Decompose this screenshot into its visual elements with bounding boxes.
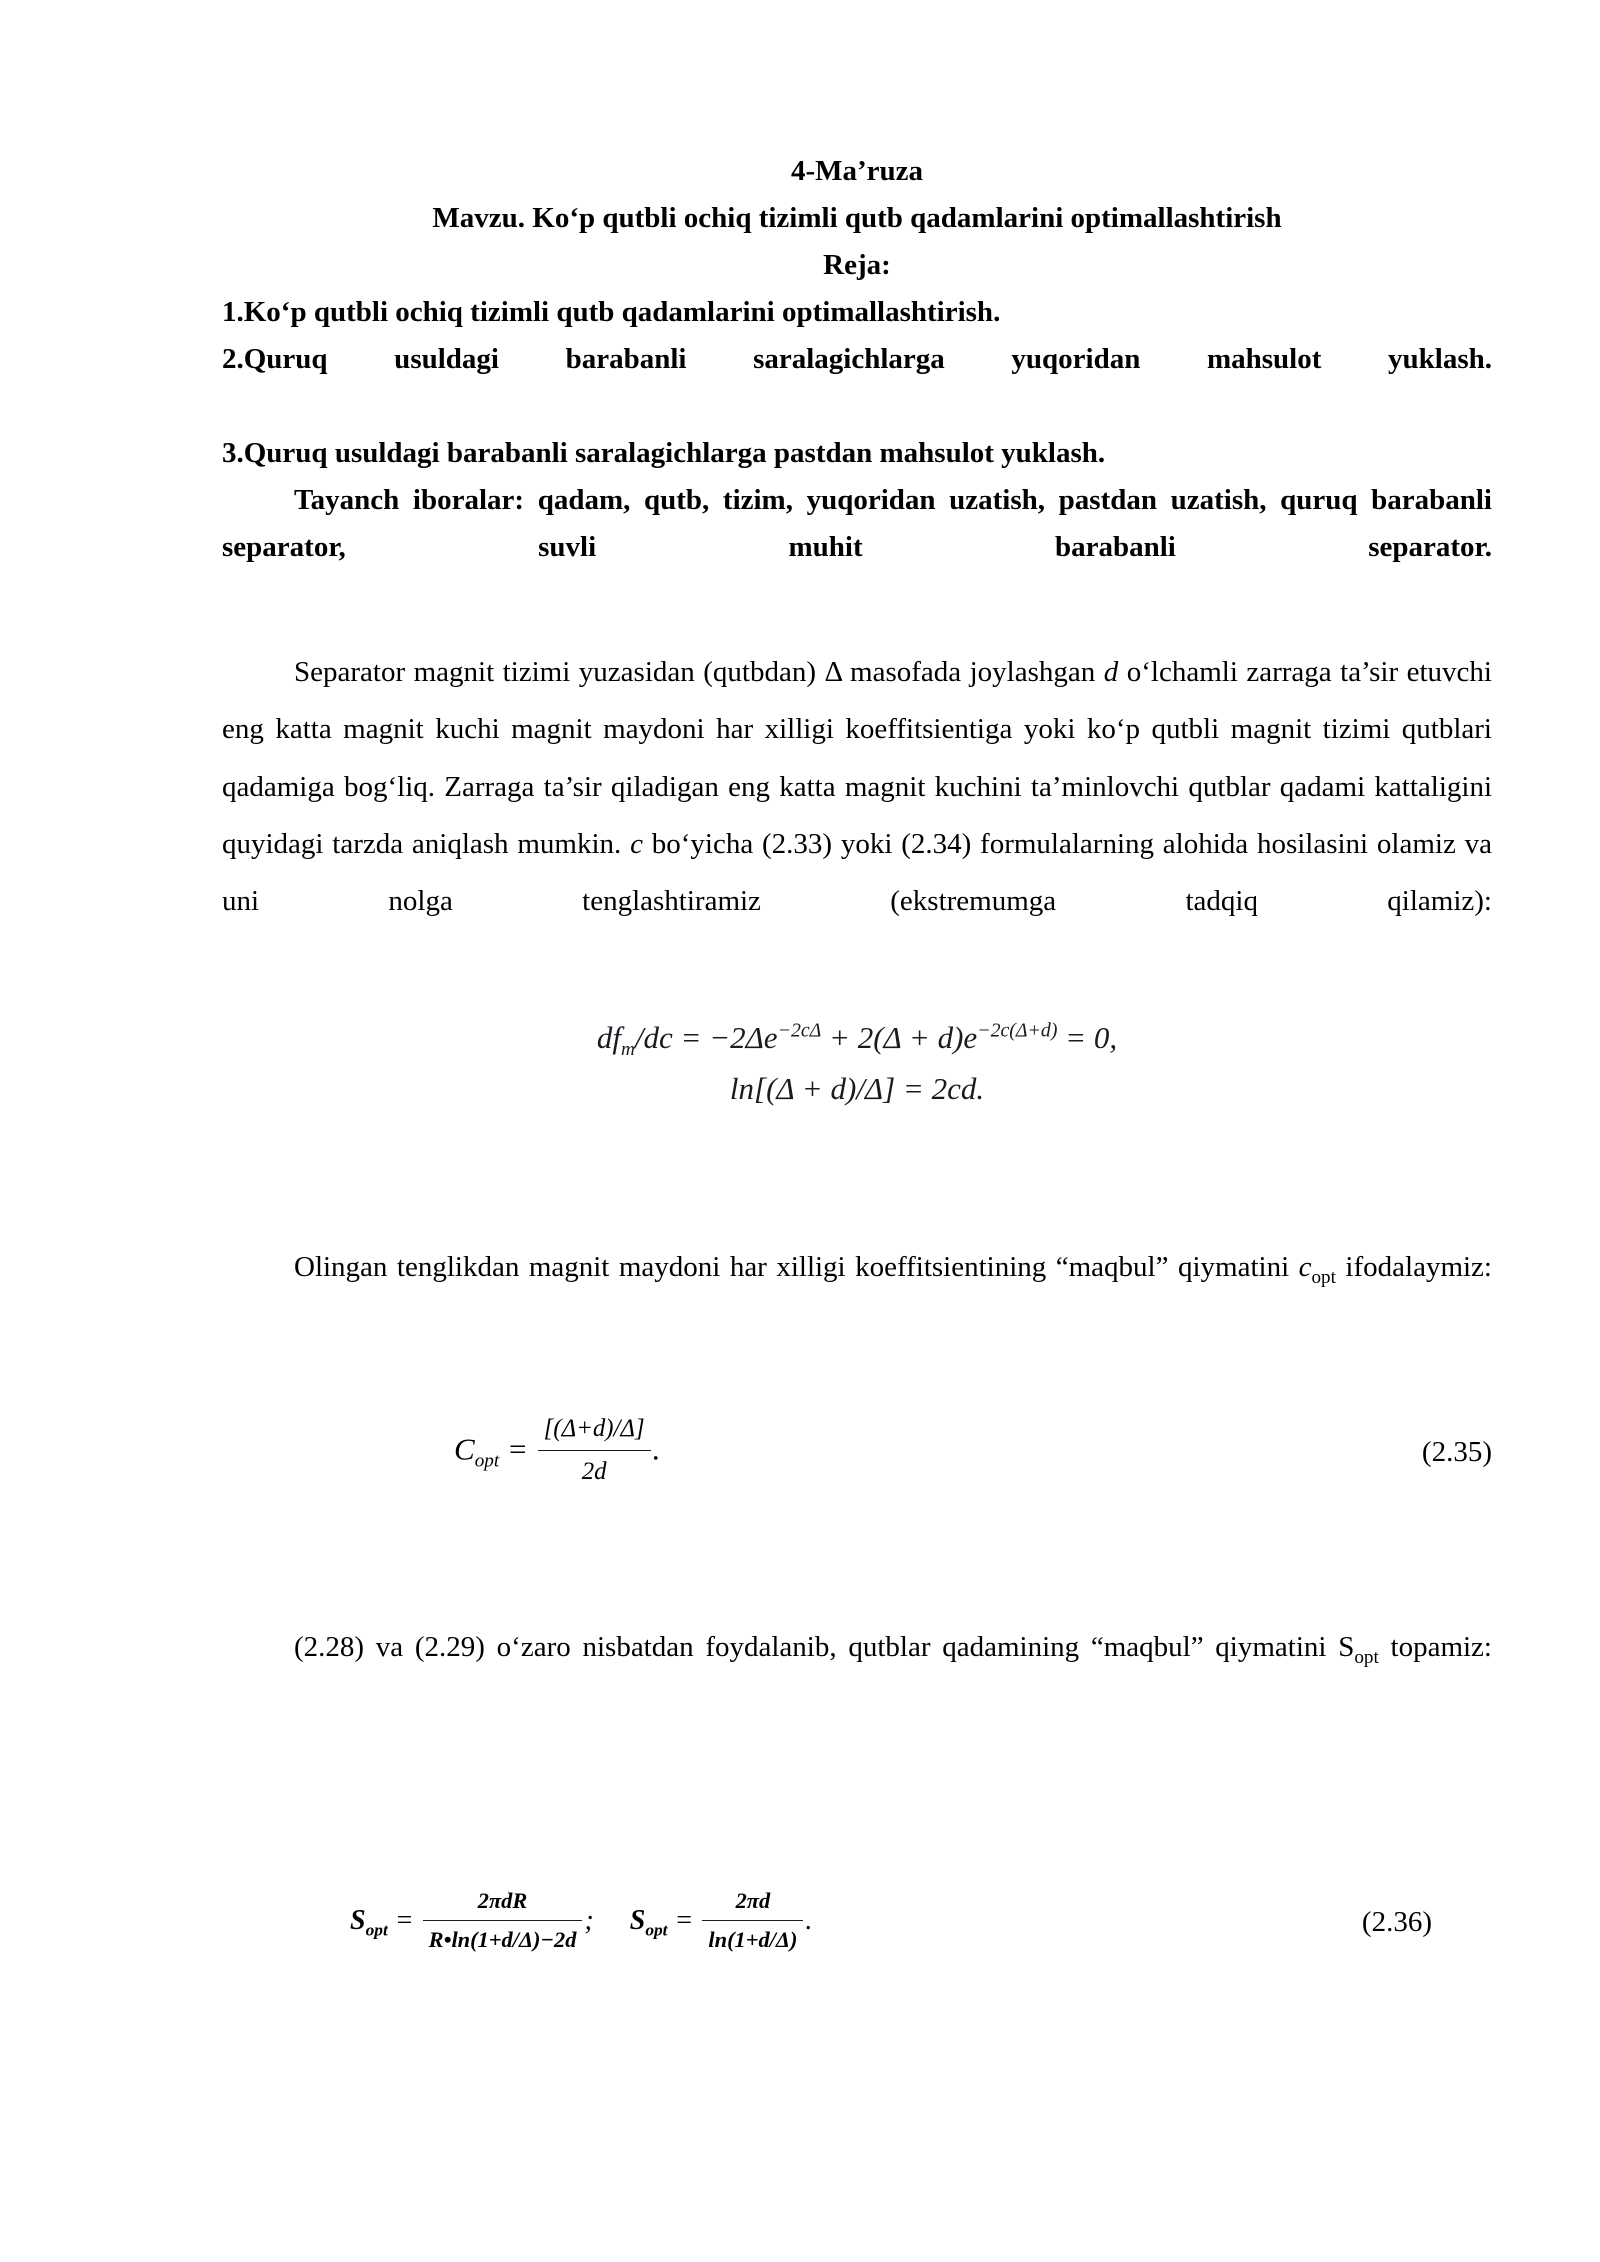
keywords-label: Tayanch iboralar:	[294, 483, 525, 516]
eq1-lhs-subscript: m	[621, 1039, 635, 1061]
plan-item-1	[222, 289, 1492, 336]
equation-1	[222, 1014, 1492, 1065]
paragraph-intro	[222, 644, 1492, 988]
eq236a-lhs: S	[350, 1905, 366, 1937]
plan-item-3	[222, 430, 1492, 477]
variable-c-opt: c	[1298, 1251, 1312, 1284]
paragraph-intro-part-c: bo‘yicha (2.33) yoki (2.34) formulalarning alohida hosilasini olamiz va uni nolga tenglashtiramiz (ekstremumga tadqiq qilamiz):	[222, 827, 1492, 918]
keywords-text: qadam, qutb, tizim, yuqoridan uzatish, pastdan uzatish, quruq barabanli separator, suvli muhit barabanli separator.	[222, 483, 1492, 563]
equation-block-235	[222, 1412, 1492, 1493]
equation-236-number: (2.36)	[1361, 1906, 1432, 1939]
eq1-term1-exponent: −2cΔ	[777, 1019, 822, 1042]
eq1-term2-exponent: −2c(Δ+d)	[977, 1019, 1058, 1042]
eq235-lhs-subscript: opt	[474, 1450, 500, 1472]
variable-c-opt-subscript: opt	[1311, 1266, 1336, 1288]
lecture-title: 4-Ma’ruza	[790, 155, 924, 187]
eq235-numerator: [(Δ+d)/Δ]	[538, 1410, 651, 1450]
plan-item-2-text: Quruq usuldagi barabanli saralagichlarga yuqoridan mahsulot yuklash.	[243, 342, 1492, 375]
equation-235	[454, 1412, 660, 1493]
paragraph-sopt-part-a: (2.28) va (2.29) o‘zaro nisbatdan foydalanib, qutblar qadamining “maqbul” qiymatini S	[294, 1631, 1355, 1664]
variable-d: d	[1103, 655, 1119, 688]
eq1-term2: 2(Δ + d)e	[857, 1020, 978, 1056]
plan-item-3-number: 3.	[222, 436, 244, 469]
eq236b-tail: .	[805, 1905, 813, 1937]
plan-item-2	[222, 336, 1492, 430]
eq236b-numerator: 2πd	[702, 1884, 803, 1921]
eq236a-denominator: R•ln(1+d/Δ)−2d	[428, 1926, 577, 1952]
equation-236	[350, 1886, 812, 1959]
paragraph-copt-part-b: ifodalaymiz:	[1335, 1251, 1492, 1284]
eq236b-lhs: S	[629, 1905, 646, 1937]
spacer	[222, 1113, 1492, 1239]
eq235-tail: .	[652, 1431, 661, 1467]
eq236a-numerator: 2πdR	[423, 1884, 583, 1921]
plan-item-1-text: Ko‘p qutbli ochiq tizimli qutb qadamlarini optimallashtirish.	[243, 295, 1001, 328]
spacer	[222, 1354, 1492, 1412]
page-content	[222, 148, 1492, 1960]
paragraph-intro-part-a: Separator magnit tizimi yuzasidan (qutbdan) Δ masofada joylashgan	[294, 655, 1104, 688]
eq235-denominator: 2d	[581, 1457, 607, 1485]
variable-s-opt-subscript: opt	[1354, 1646, 1379, 1668]
keywords-paragraph	[222, 477, 1492, 618]
eq236a-equals: =	[387, 1905, 421, 1937]
eq235-lhs: C	[454, 1431, 475, 1467]
eq1-lhs-rest: /dc	[634, 1020, 673, 1056]
eq235-fraction	[538, 1410, 651, 1491]
plan-item-3-text: Quruq usuldagi barabanli saralagichlarga pastdan mahsulot yuklash.	[243, 436, 1106, 469]
spacer	[222, 618, 1492, 644]
paragraph-sopt-part-b: topamiz:	[1378, 1631, 1492, 1664]
eq1-tail: = 0,	[1057, 1020, 1118, 1056]
paragraph-sopt	[222, 1619, 1492, 1734]
paragraph-intro-part-b: o‘lchamli zarraga ta’sir etuvchi eng katta magnit kuchi magnit maydoni har xilligi koeffitsientiga yoki ko‘p qutbli magnit tizimi qutblari qadamiga bog‘liq. Zarraga ta’sir qiladigan eng katta magnit kuchini ta’minlovchi qutblar qadami kattaligini quyidagi tarzda aniqlash mumkin.	[222, 655, 1492, 860]
eq236b-fraction	[702, 1884, 803, 1957]
variable-c: c	[630, 827, 643, 860]
spacer	[222, 988, 1492, 1014]
eq236b-lhs-subscript: opt	[645, 1920, 668, 1940]
equation-block-1	[222, 1014, 1492, 1113]
spacer	[222, 1860, 1492, 1886]
equation-235-number: (2.35)	[1421, 1436, 1492, 1469]
equation-2	[222, 1065, 1492, 1113]
spacer	[222, 1493, 1492, 1619]
eq1-lhs: df	[596, 1020, 622, 1056]
eq235-equals: =	[499, 1431, 536, 1467]
paragraph-copt-part-a: Olingan tenglikdan magnit maydoni har xilligi koeffitsientining “maqbul” qiymatini	[294, 1251, 1299, 1284]
spacer	[222, 1734, 1492, 1860]
eq236b-denominator: ln(1+d/Δ)	[708, 1926, 798, 1952]
eq1-plus: +	[821, 1020, 858, 1056]
eq236b-equals: =	[667, 1905, 701, 1937]
subject-line: Mavzu. Ko‘p qutbli ochiq tizimli qutb qadamlarini optimallashtirish	[432, 201, 1282, 234]
equation-block-236	[222, 1886, 1492, 1959]
paragraph-copt	[222, 1239, 1492, 1354]
eq1-equals: =	[672, 1020, 710, 1056]
eq1-term1: −2Δe	[709, 1020, 778, 1056]
eq236a-tail: ;	[584, 1905, 594, 1937]
plan-heading: Reja:	[823, 248, 891, 281]
eq236a-fraction	[423, 1884, 583, 1957]
eq2-ln: ln	[729, 1071, 755, 1107]
plan-item-2-number: 2.	[222, 342, 244, 375]
plan-item-1-number: 1.	[222, 295, 244, 328]
eq2-body: [(Δ + d)/Δ] = 2cd.	[754, 1071, 985, 1107]
eq236a-lhs-subscript: opt	[365, 1920, 388, 1940]
